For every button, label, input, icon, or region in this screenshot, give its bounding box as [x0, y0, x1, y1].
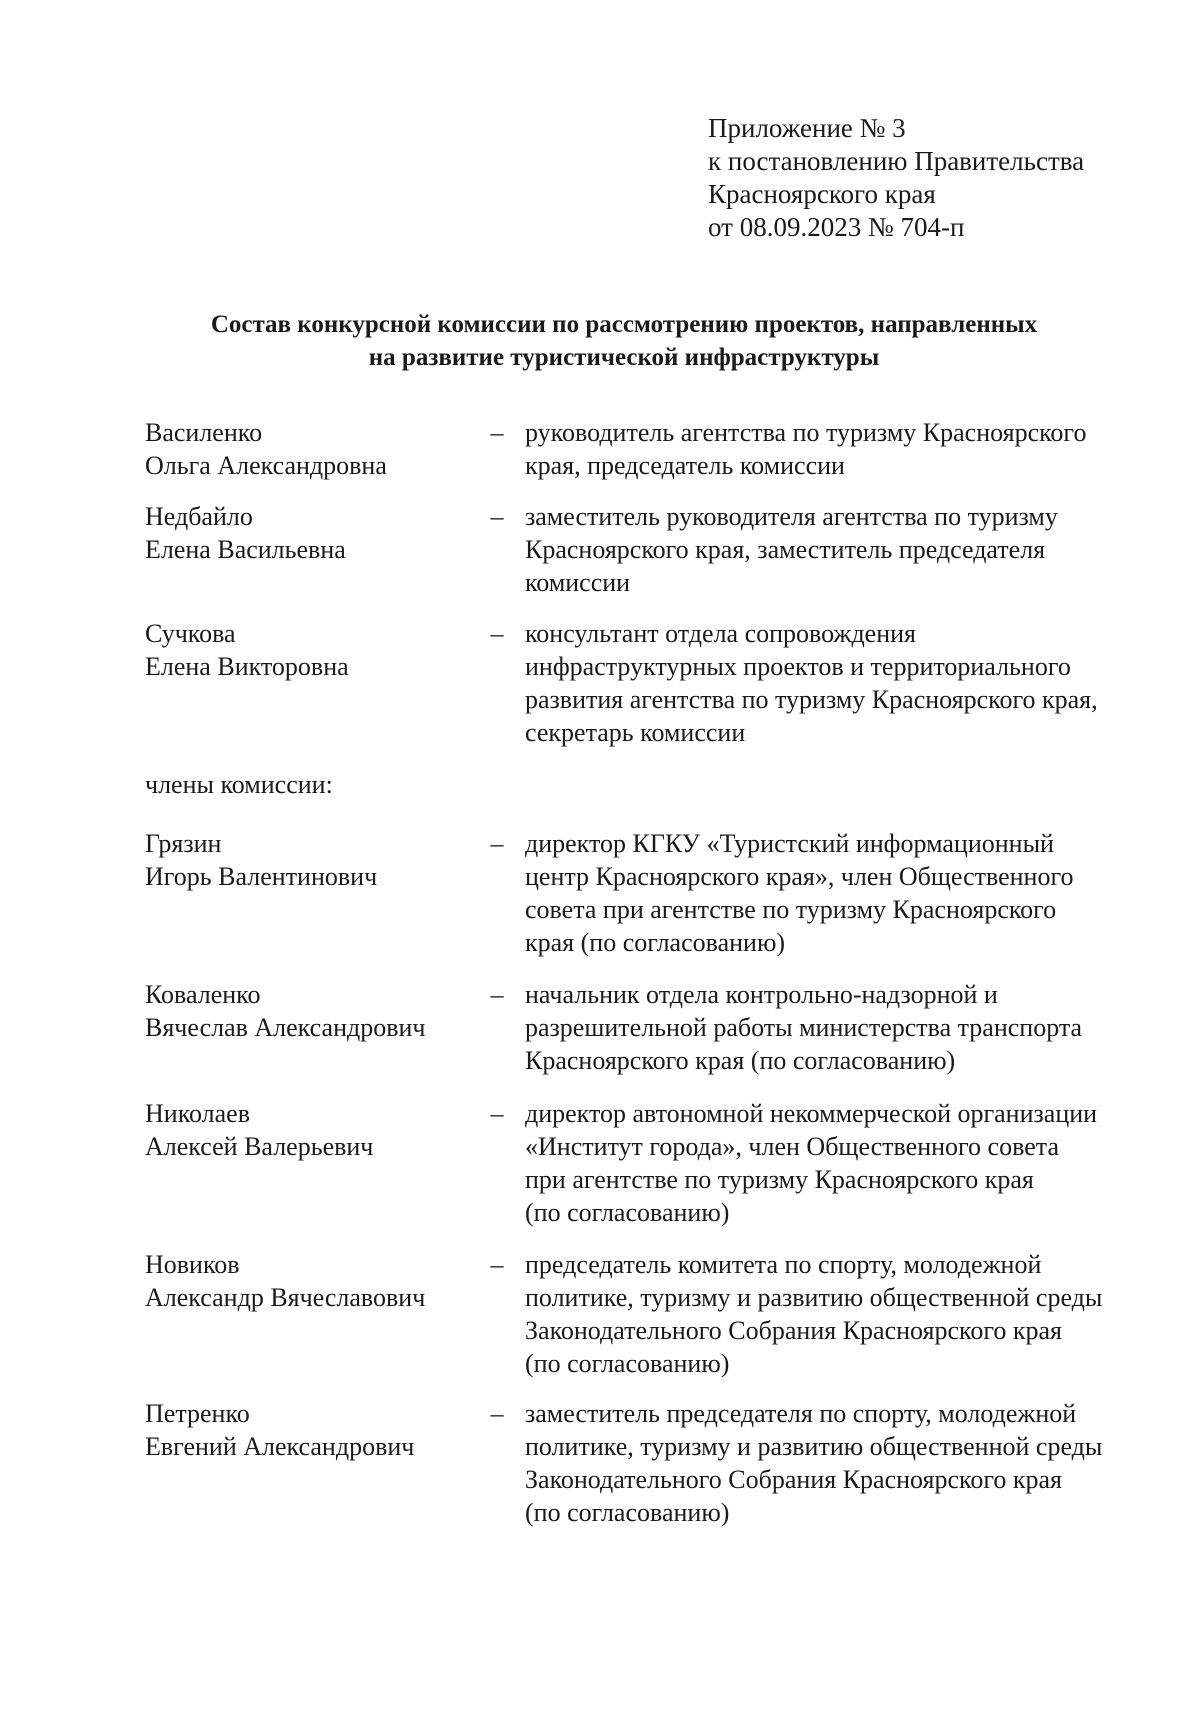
- role-line: (по согласованию): [525, 1498, 730, 1527]
- member-given-names: Вячеслав Александрович: [145, 1013, 426, 1042]
- member-name: [145, 978, 475, 1044]
- dash-separator: –: [490, 619, 504, 648]
- role-line: разрешительной работы министерства транспорта: [525, 1013, 1083, 1042]
- member-role: [525, 1248, 1135, 1380]
- member-surname: Василенко: [145, 418, 263, 447]
- role-line: инфраструктурных проектов и территориального: [525, 652, 1071, 681]
- role-line: Законодательного Собрания Красноярского края: [525, 1465, 1062, 1494]
- role-line: политике, туризму и развитию общественной среды: [525, 1432, 1103, 1461]
- role-line: Законодательного Собрания Красноярского края: [525, 1316, 1062, 1345]
- member-given-names: Елена Викторовна: [145, 652, 349, 681]
- member-role: [525, 416, 1135, 482]
- role-line: развития агентства по туризму Красноярского края,: [525, 685, 1098, 714]
- member-surname: Николаев: [145, 1099, 250, 1128]
- title-line: на развитие туристической инфраструктуры: [368, 344, 880, 371]
- dash-separator: –: [490, 502, 504, 531]
- appendix-line: Приложение № 3: [708, 113, 906, 143]
- member-surname: Грязин: [145, 829, 222, 858]
- role-line: руководитель агентства по туризму Красноярского: [525, 418, 1087, 447]
- role-line: Красноярского края (по согласованию): [525, 1046, 956, 1075]
- role-line: заместитель руководителя агентства по туризму: [525, 502, 1058, 531]
- role-line: края (по согласованию): [525, 928, 786, 957]
- member-given-names: Алексей Валерьевич: [145, 1132, 374, 1161]
- member-role: [525, 978, 1135, 1077]
- appendix-line: к постановлению Правительства: [708, 146, 1085, 176]
- member-surname: Недбайло: [145, 502, 253, 531]
- member-surname: Коваленко: [145, 980, 261, 1009]
- dash-separator: –: [490, 418, 504, 447]
- role-line: директор автономной некоммерческой организации: [525, 1099, 1098, 1128]
- member-role: [525, 500, 1135, 599]
- role-line: политике, туризму и развитию общественной среды: [525, 1283, 1103, 1312]
- member-name: [145, 416, 475, 482]
- member-given-names: Елена Васильевна: [145, 535, 346, 564]
- member-name: [145, 1097, 475, 1163]
- role-line: (по согласованию): [525, 1198, 730, 1227]
- dash-separator: –: [490, 1099, 504, 1128]
- dash-separator: –: [490, 1250, 504, 1279]
- member-name: [145, 1248, 475, 1314]
- dash-separator: –: [490, 829, 504, 858]
- member-role: [525, 827, 1135, 959]
- role-line: директор КГКУ «Туристский информационный: [525, 829, 1054, 858]
- title-line: Состав конкурсной комиссии по рассмотрению проектов, направленных: [210, 311, 1038, 338]
- member-name: [145, 500, 475, 566]
- member-role: [525, 1097, 1135, 1229]
- member-given-names: Евгений Александрович: [145, 1432, 415, 1461]
- member-given-names: Александр Вячеславович: [145, 1283, 426, 1312]
- member-given-names: Игорь Валентинович: [145, 862, 378, 891]
- role-line: «Институт города», член Общественного совета: [525, 1132, 1059, 1161]
- dash-separator: –: [490, 1399, 504, 1428]
- role-line: при агентстве по туризму Красноярского края: [525, 1165, 1034, 1194]
- member-name: [145, 617, 475, 683]
- dash-separator: –: [490, 980, 504, 1009]
- appendix-line: от 08.09.2023 № 704-п: [708, 212, 965, 242]
- members-label: члены комиссии:: [145, 770, 333, 799]
- role-line: центр Красноярского края», член Общественного: [525, 862, 1074, 891]
- role-line: совета при агентстве по туризму Красноярского: [525, 895, 1057, 924]
- appendix-header: [708, 112, 1084, 244]
- role-line: Красноярского края, заместитель председателя: [525, 535, 1046, 564]
- member-name: [145, 1397, 475, 1463]
- member-role: [525, 1397, 1135, 1529]
- role-line: края, председатель комиссии: [525, 451, 845, 480]
- role-line: секретарь комиссии: [525, 718, 746, 747]
- member-role: [525, 617, 1135, 749]
- member-surname: Новиков: [145, 1250, 240, 1279]
- role-line: комиссии: [525, 568, 631, 597]
- member-surname: Сучкова: [145, 619, 236, 648]
- document-title: [0, 308, 1200, 374]
- member-name: [145, 827, 475, 893]
- appendix-line: Красноярского края: [708, 179, 936, 209]
- member-given-names: Ольга Александровна: [145, 451, 387, 480]
- role-line: председатель комитета по спорту, молодежной: [525, 1250, 1042, 1279]
- role-line: (по согласованию): [525, 1349, 730, 1378]
- role-line: консультант отдела сопровождения: [525, 619, 917, 648]
- role-line: заместитель председателя по спорту, молодежной: [525, 1399, 1077, 1428]
- role-line: начальник отдела контрольно-надзорной и: [525, 980, 998, 1009]
- member-surname: Петренко: [145, 1399, 250, 1428]
